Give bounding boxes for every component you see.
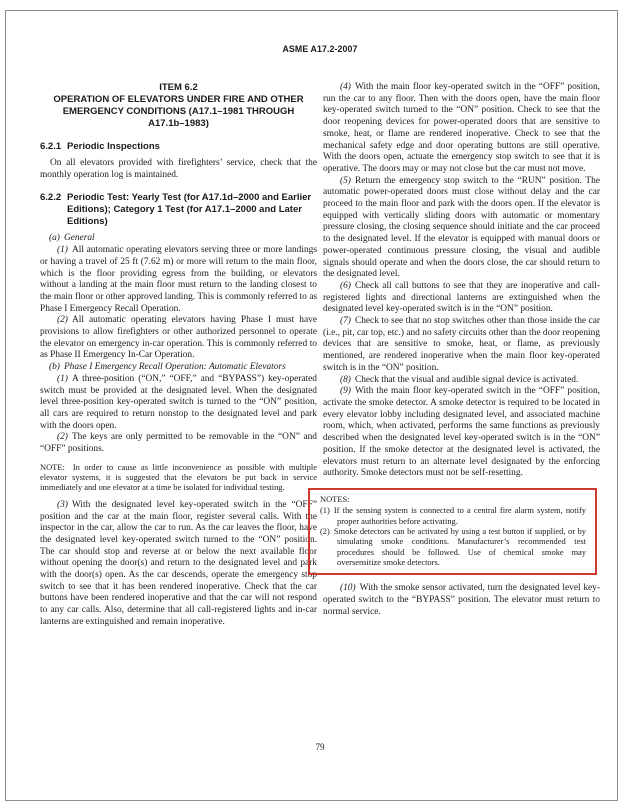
section-title: Periodic Test: Yearly Test (for A17.1d–2000 and Earlier Editions); Category 1 Test (for A17.1–2000 and Later Editions) xyxy=(67,192,312,228)
paragraph-text: Check to see that no stop switches other than those inside the car (i.e., pit, car top, etc.) and no safety circuits other than the door reopening devices that are sensitive to smoke, heat, or flame, as previously mentioned, are rendered inoperative when the main floor key-operated switch is in the “ON” position. xyxy=(323,316,600,373)
paragraph-number: (6) xyxy=(340,280,351,291)
left-column xyxy=(40,82,317,629)
paragraph xyxy=(40,315,317,362)
paragraph-text: Check all call buttons to see that they are inoperative and call-registered lights and directional lanterns are extinguished when the designated level key-operated switch is in the “ON” position. xyxy=(323,280,600,315)
right-paragraph-list xyxy=(323,82,600,480)
notes-list xyxy=(320,505,586,567)
page-number: 79 xyxy=(315,742,325,752)
paragraph-text: All automatic operating elevators serving three or more landings or having a travel of 25 ft (7.62 m) or more will return to the main floor, which is the floor providing egress from the building, or elevators without a landing at the main floor must return to the landing closest to the main floor or other approved landing. This is commonly referred to as Phase I Emergency Recall Operation. xyxy=(40,245,317,314)
left-paragraph-list xyxy=(40,233,317,628)
section-6-2-2-heading xyxy=(40,192,317,228)
paragraph xyxy=(40,432,317,455)
paragraph-number: (2) xyxy=(57,315,68,326)
paragraph-text: With the main floor key-operated switch in the “OFF” position, activate the smoke detector. A smoke detector is required to be located in every elevator lobby including designated level, and associated machine room, which, when activated, performs the same functions as previously described when the designated level key-operated switch is in the “ON” position. If the smoke detector at the designated level is activated, the elevators must return to an alternate level designated by the enforcing authority. Smoke detectors must not be self-resetting. xyxy=(323,386,600,479)
paragraph xyxy=(323,375,600,387)
paragraph xyxy=(323,386,600,480)
paragraph-number: (a) xyxy=(49,233,60,244)
page-content xyxy=(40,82,600,629)
paragraph-text: A three-position (“ON,” “OFF,” and “BYPASS”) key-operated switch must be provided at the designated level. When the designated level three-position key-operated switch is turned to the “ON” position, all cars are required to return nonstop to the designated level and park with the doors open. xyxy=(40,373,317,431)
paragraph-number: (7) xyxy=(340,316,351,327)
paragraph xyxy=(323,281,600,316)
paragraph xyxy=(40,245,317,315)
paragraph xyxy=(40,462,317,493)
paragraph xyxy=(40,500,317,629)
paragraph-number: NOTE: xyxy=(40,461,65,472)
paragraph-text: Phase I Emergency Recall Operation: Automatic Elevators xyxy=(63,362,286,373)
note-number: (2) xyxy=(320,525,330,536)
item-number-heading: ITEM 6.2 xyxy=(159,82,198,93)
item-title-block xyxy=(44,82,313,130)
paragraph-text: In order to cause as little inconvenience as possible with multiple elevator systems, it is suggested that the elevators be put back in service immediately and one elevator at a time be isolated for individual testing. xyxy=(40,461,317,493)
paragraph-number: (1) xyxy=(57,245,68,256)
paragraph-text: General xyxy=(63,233,95,244)
note-text: If the sensing system is connected to a central fire alarm system, notify proper authorities before activating. xyxy=(333,505,586,526)
section-number: 6.2.2 xyxy=(40,192,62,204)
paragraph-number: (2) xyxy=(57,432,68,443)
paragraph xyxy=(323,316,600,375)
paragraph-text: The keys are only permitted to be removable in the “ON” and “OFF” positions. xyxy=(40,432,317,455)
paragraph-number: (1) xyxy=(57,373,68,384)
section-number: 6.2.1 xyxy=(40,141,62,152)
item-title: OPERATION OF ELEVATORS UNDER FIRE AND OTHER EMERGENCY CONDITIONS (A17.1–1981 THROUGH A17.1b–1983) xyxy=(53,94,304,129)
paragraph xyxy=(40,374,317,433)
paragraph xyxy=(323,82,600,176)
notes-heading: NOTES: xyxy=(320,493,350,504)
paragraph-number: (9) xyxy=(340,386,351,397)
paragraph-text: With the designated level key-operated switch in the “OFF” position and the car at the main floor, register several calls. With the inspector in the car, allow the car to run. As the car leaves the floor, have the designated level key-operated switch turned to the “ON” position. The car should stop and reverse at or below the next available floor without opening the door(s) and return to the designated level and park with the door(s) open. As the car descends, operate the emergency stop switch to see that it has been rendered inoperative. Check that the car buttons have been rendered inoperative and that the car will not respond to any car calls. Also, determine that all call-registered lights and in-car lanterns are extinguished and remain inoperative. xyxy=(40,499,317,627)
paragraph-number: (5) xyxy=(340,175,351,186)
paragraph-text: Check that the visual and audible signal device is activated. xyxy=(354,374,579,385)
note-item xyxy=(320,526,586,567)
paragraph-text: With the main floor key-operated switch in the “OFF” position, run the car to any floor. Then with the doors open, have the main floor key-operated switch turned to the “ON” position. Check to see that the door reopening devices for power-operated doors that are sensitive to smoke, heat, or flame are rendered inoperative. Check to see that the mechanical safety edge and door operating buttons are still operative. With the doors open, actuate the emergency stop switch to see that it is operative. The doors may or may not close but the car must not move. xyxy=(323,82,600,174)
paragraph xyxy=(40,233,317,245)
right-paragraph-list-after-notes xyxy=(323,583,600,618)
section-title: Periodic Inspections xyxy=(67,141,160,152)
section-6-2-1-body: On all elevators provided with firefighters’ service, check that the monthly operation log is maintained. xyxy=(40,158,317,180)
paragraph-number: (3) xyxy=(57,499,68,510)
paragraph xyxy=(323,176,600,281)
paragraph-number: (4) xyxy=(340,82,351,92)
paragraph-text: With the smoke sensor activated, turn the designated level key-operated switch to the “BYPASS” position. The elevator must return to normal service. xyxy=(323,583,600,617)
note-text: Smoke detectors can be activated by using a test button if supplied, or by simulating smoke conditions. Manufacturer’s recommended test procedures should be followed. Use of chemical smoke may oversensitize smoke detectors. xyxy=(333,525,586,567)
paragraph-text: Return the emergency stop switch to the “RUN” position. The automatic power-operated doors must close without delay and the car proceed to the main floor and park with the doors open. If the elevator is equipped with vertically sliding doors with automatic or momentary pressure closing, the closing sequence should initiate and the car proceed to the designated level. If the elevator is equipped with manual doors or power-operated continuous pressure closing, the visual and audible signals should operate and when the doors close, the car should return to the designated level. xyxy=(323,175,600,280)
note-item xyxy=(320,505,586,526)
note-number: (1) xyxy=(320,505,330,516)
paragraph-number: (10) xyxy=(340,583,356,594)
paragraph xyxy=(40,362,317,374)
paragraph-text: All automatic operating elevators having Phase I must have provisions to allow firefighters or other authorized personnel to operate the elevator on emergency in-car operation. This is commonly referred to as Phase II Emergency In-Car Operation. xyxy=(40,315,317,361)
right-column xyxy=(320,82,600,629)
paragraph xyxy=(323,583,600,618)
paragraph-number: (8) xyxy=(340,374,351,385)
section-6-2-1-heading xyxy=(40,141,317,153)
notes-highlight-box xyxy=(308,488,597,575)
paragraph-number: (b) xyxy=(49,362,60,373)
standard-header: ASME A17.2-2007 xyxy=(282,44,358,54)
